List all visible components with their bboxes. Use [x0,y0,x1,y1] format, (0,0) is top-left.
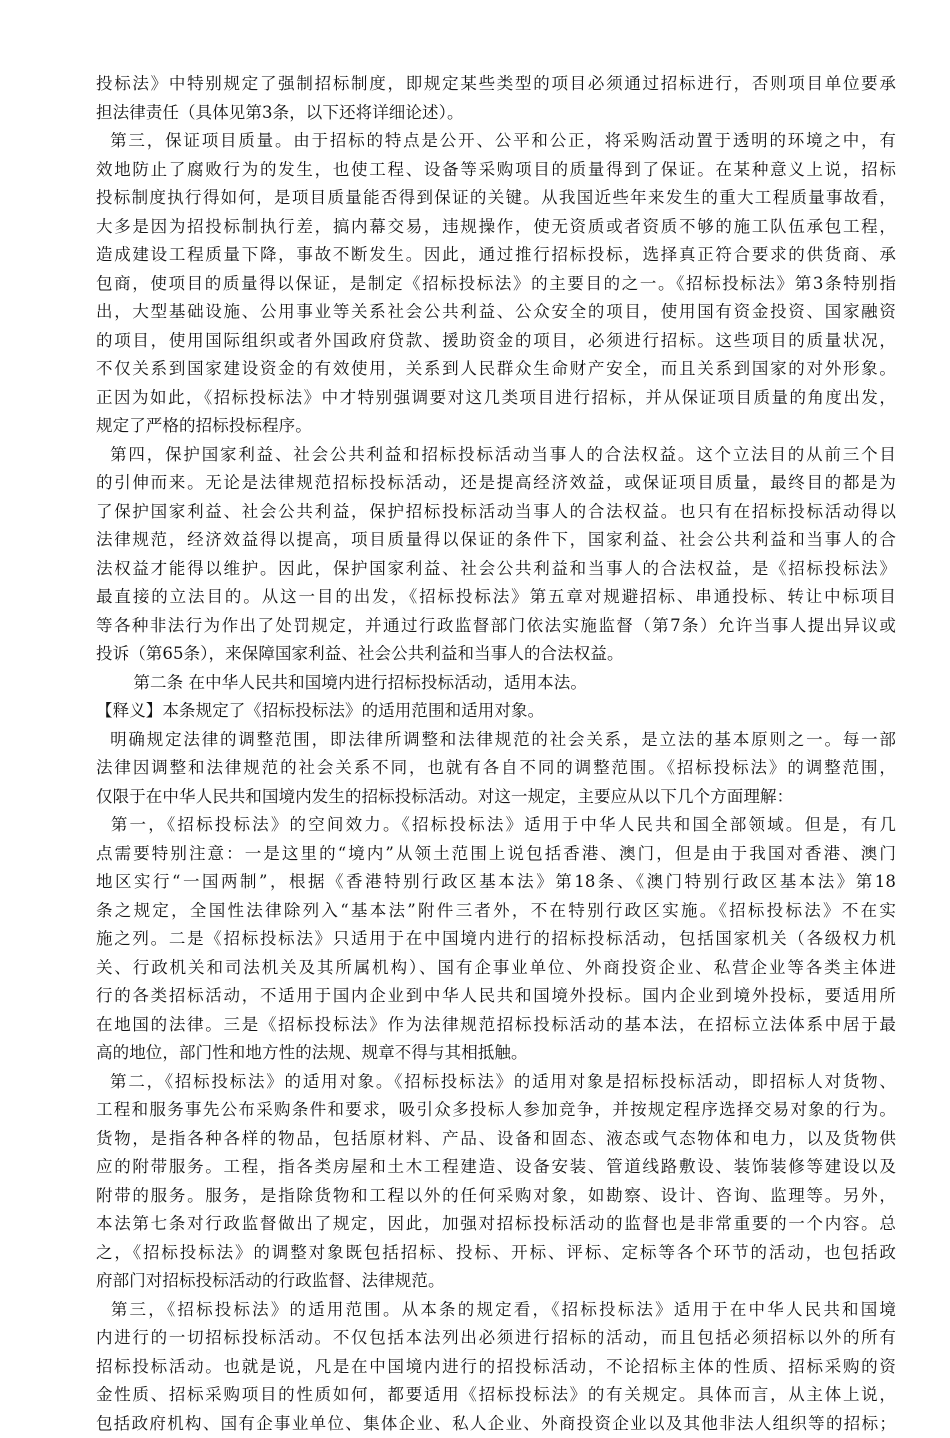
text-line: 的引伸而来。无论是法律规范招标投标活动，还是提高经济效益，或保证项目质量，最终目的都是为 [96,469,896,498]
text-line: 工程和服务事先公布采购条件和要求，吸引众多投标人参加竞争，并按规定程序选择交易对象的行为。 [96,1096,896,1125]
text-line: 等各种非法行为作出了处罚规定，并通过行政监督部门依法实施监督（第7条）允许当事人提出异议或 [96,612,896,641]
text-line: 第二，《招标投标法》的适用对象。《招标投标法》的适用对象是招标投标活动，即招标人对货物、 [96,1068,896,1097]
text-line: 施之列。二是《招标投标法》只适用于在中国境内进行的招标投标活动，包括国家机关（各级权力机 [96,925,896,954]
article-heading: 第二条 在中华人民共和国境内进行招标投标活动，适用本法。 [96,669,896,698]
text-line: 造成建设工程质量下降，事故不断发生。因此，通过推行招标投标，选择真正符合要求的供货商、承 [96,241,896,270]
text-line: 正因为如此，《招标投标法》中才特别强调要对这几类项目进行招标，并从保证项目质量的角度出发， [96,384,896,413]
text-line: 不仅关系到国家建设资金的有效使用，关系到人民群众生命财产安全，而且关系到国家的对外形象。 [96,355,896,384]
text-line: 第三，保证项目质量。由于招标的特点是公开、公平和公正，将采购活动置于透明的环境之中，有 [96,127,896,156]
text-line: 行的各类招标活动，不适用于国内企业到中华人民共和国境外投标。国内企业到境外投标，要适用所 [96,982,896,1011]
text-line: 之，《招标投标法》的调整对象既包括招标、投标、开标、评标、定标等各个环节的活动，也包括政 [96,1239,896,1268]
text-line: 府部门对招标投标活动的行政监督、法律规范。 [96,1267,896,1296]
text-line: 第三，《招标投标法》的适用范围。从本条的规定看，《招标投标法》适用于在中华人民共和国境 [96,1296,896,1325]
text-line: 出，大型基础设施、公用事业等关系社会公共利益、公众安全的项目，使用国有资金投资、国家融资 [96,298,896,327]
text-line: 在地国的法律。三是《招标投标法》作为法律规范招标投标活动的基本法，在招标立法体系中居于最 [96,1011,896,1040]
text-line: 本法第七条对行政监督做出了规定，因此，加强对招标投标活动的监督也是非常重要的一个内容。总 [96,1210,896,1239]
text-line: 规定了严格的招标投标程序。 [96,412,896,441]
text-line: 货物，是指各种各样的物品，包括原材料、产品、设备和固态、液态或气态物体和电力，以及货物供 [96,1125,896,1154]
text-line: 地区实行“一国两制”，根据《香港特别行政区基本法》第18条、《澳门特别行政区基本法》第18 [96,868,896,897]
text-line: 明确规定法律的调整范围，即法律所调整和法律规范的社会关系，是立法的基本原则之一。每一部 [96,726,896,755]
text-line: 了保护国家利益、社会公共利益，保护招标投标活动当事人的合法权益。也只有在招标投标活动得以 [96,498,896,527]
text-line: 的项目，使用国际组织或者外国政府贷款、援助资金的项目，必须进行招标。这些项目的质量状况， [96,327,896,356]
text-line: 投诉（第65条），来保障国家利益、社会公共利益和当事人的合法权益。 [96,640,896,669]
text-line: 内进行的一切招标投标活动。不仅包括本法列出必须进行招标的活动，而且包括必须招标以外的所有 [96,1324,896,1353]
text-line: 关、行政机关和司法机关及其所属机构）、国有企事业单位、外商投资企业、私营企业等各类主体进 [96,954,896,983]
interpretation-heading: 【释义】本条规定了《招标投标法》的适用范围和适用对象。 [96,697,896,726]
text-line: 大多是因为招投标制执行差，搞内幕交易，违规操作，使无资质或者资质不够的施工队伍承包工程， [96,213,896,242]
text-line: 第四，保护国家利益、社会公共利益和招标投标活动当事人的合法权益。这个立法目的从前三个目 [96,441,896,470]
text-line: 仅限于在中华人民共和国境内发生的招标投标活动。对这一规定，主要应从以下几个方面理解： [96,783,896,812]
text-line: 法律因调整和法律规范的社会关系不同，也就有各自不同的调整范围。《招标投标法》的调整范围， [96,754,896,783]
text-line: 包商，使项目的质量得以保证，是制定《招标投标法》的主要目的之一。《招标投标法》第3条特别指 [96,270,896,299]
text-line: 第一，《招标投标法》的空间效力。《招标投标法》适用于中华人民共和国全部领域。但是，有几 [96,811,896,840]
text-line: 包括政府机构、国有企事业单位、集体企业、私人企业、外商投资企业以及其他非法人组织等的招标； [96,1410,896,1438]
text-line: 投标法》中特别规定了强制招标制度，即规定某些类型的项目必须通过招标进行，否则项目单位要承 [96,70,896,99]
text-line: 条之规定，全国性法律除列入“基本法”附件三者外，不在特别行政区实施。《招标投标法》不在实 [96,897,896,926]
text-line: 效地防止了腐败行为的发生，也使工程、设备等采购项目的质量得到了保证。在某种意义上说，招标 [96,156,896,185]
text-line: 应的附带服务。工程，指各类房屋和土木工程建造、设备安装、管道线路敷设、装饰装修等建设以及 [96,1153,896,1182]
text-line: 投标制度执行得如何，是项目质量能否得到保证的关键。从我国近些年来发生的重大工程质量事故看， [96,184,896,213]
text-line: 附带的服务。服务，是指除货物和工程以外的任何采购对象，如勘察、设计、咨询、监理等。另外， [96,1182,896,1211]
text-line: 招标投标活动。也就是说，凡是在中国境内进行的招投标活动，不论招标主体的性质、招标采购的资 [96,1353,896,1382]
text-line: 点需要特别注意：一是这里的“境内”从领土范围上说包括香港、澳门，但是由于我国对香港、澳门 [96,840,896,869]
text-line: 法律规范，经济效益得以提高，项目质量得以保证的条件下，国家利益、社会公共利益和当事人的合 [96,526,896,555]
text-line: 金性质、招标采购项目的性质如何，都要适用《招标投标法》的有关规定。具体而言，从主体上说， [96,1381,896,1410]
text-line: 担法律责任（具体见第3条，以下还将详细论述）。 [96,99,896,128]
document-page [96,70,896,1438]
text-line: 法权益才能得以维护。因此，保护国家利益、社会公共利益和当事人的合法权益，是《招标投标法》 [96,555,896,584]
text-line: 最直接的立法目的。从这一目的出发，《招标投标法》第五章对规避招标、串通投标、转让中标项目 [96,583,896,612]
text-line: 高的地位，部门性和地方性的法规、规章不得与其相抵触。 [96,1039,896,1068]
